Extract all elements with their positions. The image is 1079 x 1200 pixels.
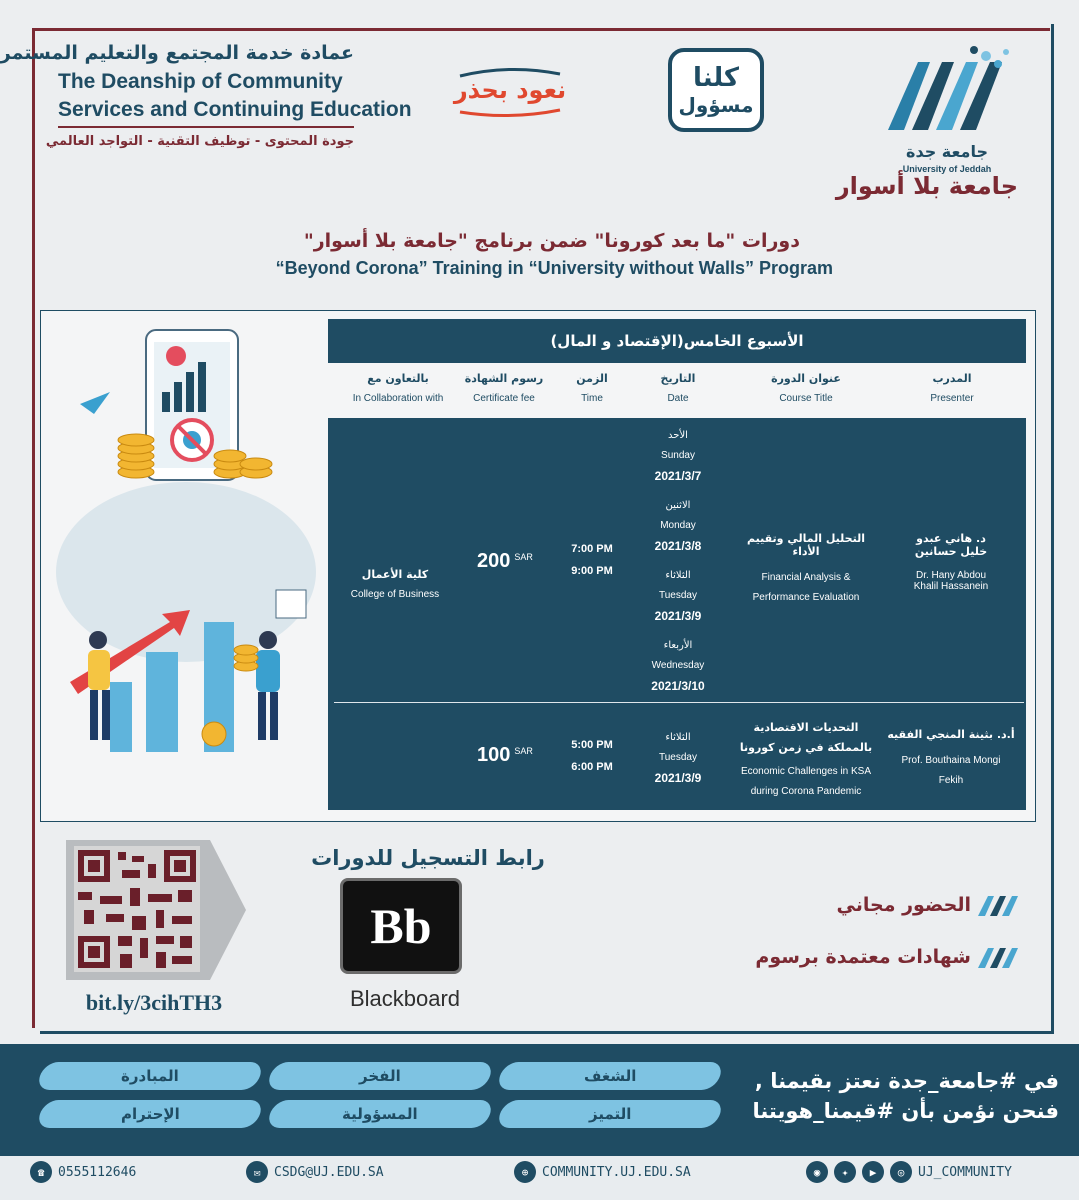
web-icon: ⊕ <box>514 1161 536 1183</box>
value-excellence <box>495 1100 724 1128</box>
row2-date-en: Tuesday <box>659 752 697 763</box>
row1-time <box>562 538 622 582</box>
row2-fee-amount: 100 <box>477 744 511 766</box>
deanship-name-ar: عمادة خدمة المجتمع والتعليم المستمر <box>0 42 354 64</box>
row1-course-title <box>736 532 876 608</box>
campaign-back-carefully-logo <box>440 62 580 122</box>
footer-phone[interactable] <box>30 1158 136 1186</box>
header-fee-en: Certificate fee <box>473 393 535 404</box>
twitter-icon[interactable]: ✦ <box>834 1161 856 1183</box>
deanship-name-en <box>58 68 412 124</box>
values-slogan <box>739 1066 1059 1126</box>
row1-title-en-2: Performance Evaluation <box>752 592 860 603</box>
row1-date-4-value: 2021/3/10 <box>651 679 705 693</box>
qr-code-icon <box>60 836 250 984</box>
header-course-title <box>746 372 866 404</box>
row1-date-1-en: Sunday <box>661 450 695 461</box>
row1-presenter-ar-2: خليل حسانين <box>914 545 988 558</box>
value-initiative-label: المبادرة <box>121 1067 179 1085</box>
campaign-back-text: نعود بحذر <box>453 76 567 104</box>
row1-time-end: 9:00 PM <box>571 565 613 577</box>
row1-date-3-ar: الثلاثاء <box>665 570 691 581</box>
footer-email[interactable] <box>246 1158 384 1186</box>
program-title-ar: دورات "ما بعد كورونا" ضمن برنامج "جامعة بلا أسوار" <box>303 230 800 252</box>
value-respect <box>35 1100 264 1128</box>
row2-presenter-en-2: Fekih <box>938 775 964 786</box>
row1-date-4-ar: الأربعاء <box>663 640 693 651</box>
row1-date-2-ar: الاثنين <box>665 500 691 511</box>
header-presenter-en: Presenter <box>930 393 974 404</box>
header-collab-en: In Collaboration with <box>352 393 444 404</box>
row1-fee <box>460 550 550 573</box>
slogan-line-1: في #جامعة_جدة نعتز بقيمنا , <box>754 1069 1059 1093</box>
header-time-en: Time <box>581 393 603 404</box>
university-name-ar: جامعة جدة <box>906 142 988 161</box>
row1-date-2 <box>618 496 738 556</box>
row1-date-4-en: Wednesday <box>651 660 705 671</box>
blackboard-logo[interactable] <box>340 878 462 974</box>
finance-illustration <box>50 322 322 752</box>
header-collab-ar: بالتعاون مع <box>367 372 429 385</box>
footer-website[interactable] <box>514 1158 691 1186</box>
blackboard-name: Blackboard <box>349 986 461 1011</box>
value-initiative <box>35 1062 264 1090</box>
row2-presenter <box>886 728 1016 791</box>
snapchat-icon[interactable]: ◉ <box>806 1161 828 1183</box>
header-date-en: Date <box>667 393 689 404</box>
row1-collaboration <box>330 568 460 600</box>
deanship-name-en-line1: The Deanship of Community <box>58 70 343 93</box>
value-pride <box>265 1062 494 1090</box>
row-divider <box>334 702 1024 703</box>
row1-date-1-ar: الأحد <box>668 430 688 441</box>
row1-date-1-value: 2021/3/7 <box>654 469 702 483</box>
row2-title-en-1: Economic Challenges in KSA <box>740 766 872 777</box>
deanship-divider <box>58 126 354 128</box>
row1-date-4 <box>618 636 738 696</box>
header-date-ar: التاريخ <box>660 372 696 385</box>
row1-date-1 <box>618 426 738 486</box>
website-text[interactable]: COMMUNITY.UJ.EDU.SA <box>542 1164 691 1180</box>
row2-title-ar-1: التحديات الاقتصادية <box>753 721 859 734</box>
value-passion <box>495 1062 724 1090</box>
row1-date-3-value: 2021/3/9 <box>654 609 702 623</box>
row1-collab-ar: كلية الأعمال <box>361 568 429 581</box>
row2-time-start: 5:00 PM <box>571 739 613 751</box>
row1-fee-currency: SAR <box>514 552 533 562</box>
row2-presenter-ar: أ.د. بثينة المنجي الفقيه <box>887 728 1015 741</box>
registration-title: رابط التسجيل للدورات <box>311 846 545 870</box>
footer-social[interactable] <box>806 1158 1012 1186</box>
row1-presenter-ar-1: د. هاني عبدو <box>916 532 986 545</box>
university-mark-icon <box>976 892 1020 918</box>
row2-fee-currency: SAR <box>514 746 533 756</box>
deanship-name-en-line2: Services and Continuing Education <box>58 98 412 121</box>
slogan-line-2: فنحن نؤمن بأن #قيمنا_هويتنا <box>752 1099 1059 1123</box>
header-course-title-en: Course Title <box>779 393 833 404</box>
campaign-resp-line2: مسؤول <box>678 93 754 117</box>
registration-link[interactable]: bit.ly/3cihTH3 <box>85 990 223 1015</box>
row2-date-value: 2021/3/9 <box>654 771 702 785</box>
blackboard-mark: Bb <box>370 898 432 954</box>
perk-paid-certificates: شهادات معتمدة برسوم <box>755 946 971 968</box>
program-title-en: “Beyond Corona” Training in “University without Walls” Program <box>275 258 833 278</box>
header-presenter <box>892 372 1012 404</box>
value-responsibility-label: المسؤولية <box>342 1105 418 1123</box>
row2-course-title <box>736 718 876 802</box>
row1-date-2-value: 2021/3/8 <box>654 539 702 553</box>
week-banner: الأسبوع الخامس(الإقتصاد و المال) <box>328 319 1026 363</box>
header-course-title-ar: عنوان الدورة <box>771 372 841 385</box>
value-pride-label: الفخر <box>359 1067 401 1085</box>
university-tagline: جامعة بلا أسوار <box>835 172 1018 200</box>
row2-fee <box>460 744 550 767</box>
value-excellence-label: التميز <box>588 1105 632 1123</box>
header-presenter-ar: المدرب <box>932 372 972 385</box>
row1-presenter-en-1: Dr. Hany Abdou <box>915 570 987 581</box>
email-icon: ✉ <box>246 1161 268 1183</box>
row1-fee-amount: 200 <box>477 550 511 572</box>
row1-presenter <box>886 532 1016 592</box>
row1-date-3-en: Tuesday <box>659 590 697 601</box>
header-collaboration <box>328 372 468 404</box>
university-name-en: University of Jeddah <box>902 164 992 174</box>
row2-date-ar: الثلاثاء <box>665 732 691 743</box>
phone-text[interactable]: 0555112646 <box>58 1164 137 1180</box>
email-text[interactable]: CSDG@UJ.EDU.SA <box>274 1164 384 1180</box>
campaign-resp-line1: كلنا <box>692 63 740 93</box>
row2-date-1 <box>618 728 738 788</box>
header-fee-ar: رسوم الشهادة <box>464 372 544 385</box>
row1-date-2-en: Monday <box>660 520 696 531</box>
row2-time <box>562 734 622 778</box>
row1-collab-en: College of Business <box>350 589 440 600</box>
value-passion-label: الشغف <box>583 1067 637 1085</box>
row2-time-end: 6:00 PM <box>571 761 613 773</box>
youtube-icon[interactable]: ▶ <box>862 1161 884 1183</box>
phone-icon: ☎ <box>30 1161 52 1183</box>
row1-title-ar: التحليل المالي وتقييم الأداء <box>747 532 865 558</box>
row1-date-3 <box>618 566 738 626</box>
row2-presenter-en-1: Prof. Bouthaina Mongi <box>901 755 1001 766</box>
value-respect-label: الإحترام <box>120 1105 180 1123</box>
row1-time-start: 7:00 PM <box>571 543 613 555</box>
deanship-tagline: جودة المحتوى - توظيف التقنية - التواجد العالمي <box>45 134 354 149</box>
university-emblem-icon <box>878 42 1018 142</box>
row1-title-en-1: Financial Analysis & <box>761 572 851 583</box>
row1-presenter-en-2: Khalil Hassanein <box>913 581 989 592</box>
header-time-ar: الزمن <box>576 372 608 385</box>
row2-title-ar-2: بالمملكة في زمن كورونا <box>739 741 873 754</box>
registration-qr-code[interactable] <box>60 836 250 984</box>
perk-free-attendance: الحضور مجاني <box>836 894 971 916</box>
social-handle[interactable]: UJ_COMMUNITY <box>918 1164 1012 1180</box>
campaign-all-responsible-logo <box>668 48 764 132</box>
row2-title-en-2: during Corona Pandemic <box>750 786 862 797</box>
university-mark-icon <box>976 944 1020 970</box>
instagram-icon[interactable]: ◎ <box>890 1161 912 1183</box>
value-responsibility <box>265 1100 494 1128</box>
